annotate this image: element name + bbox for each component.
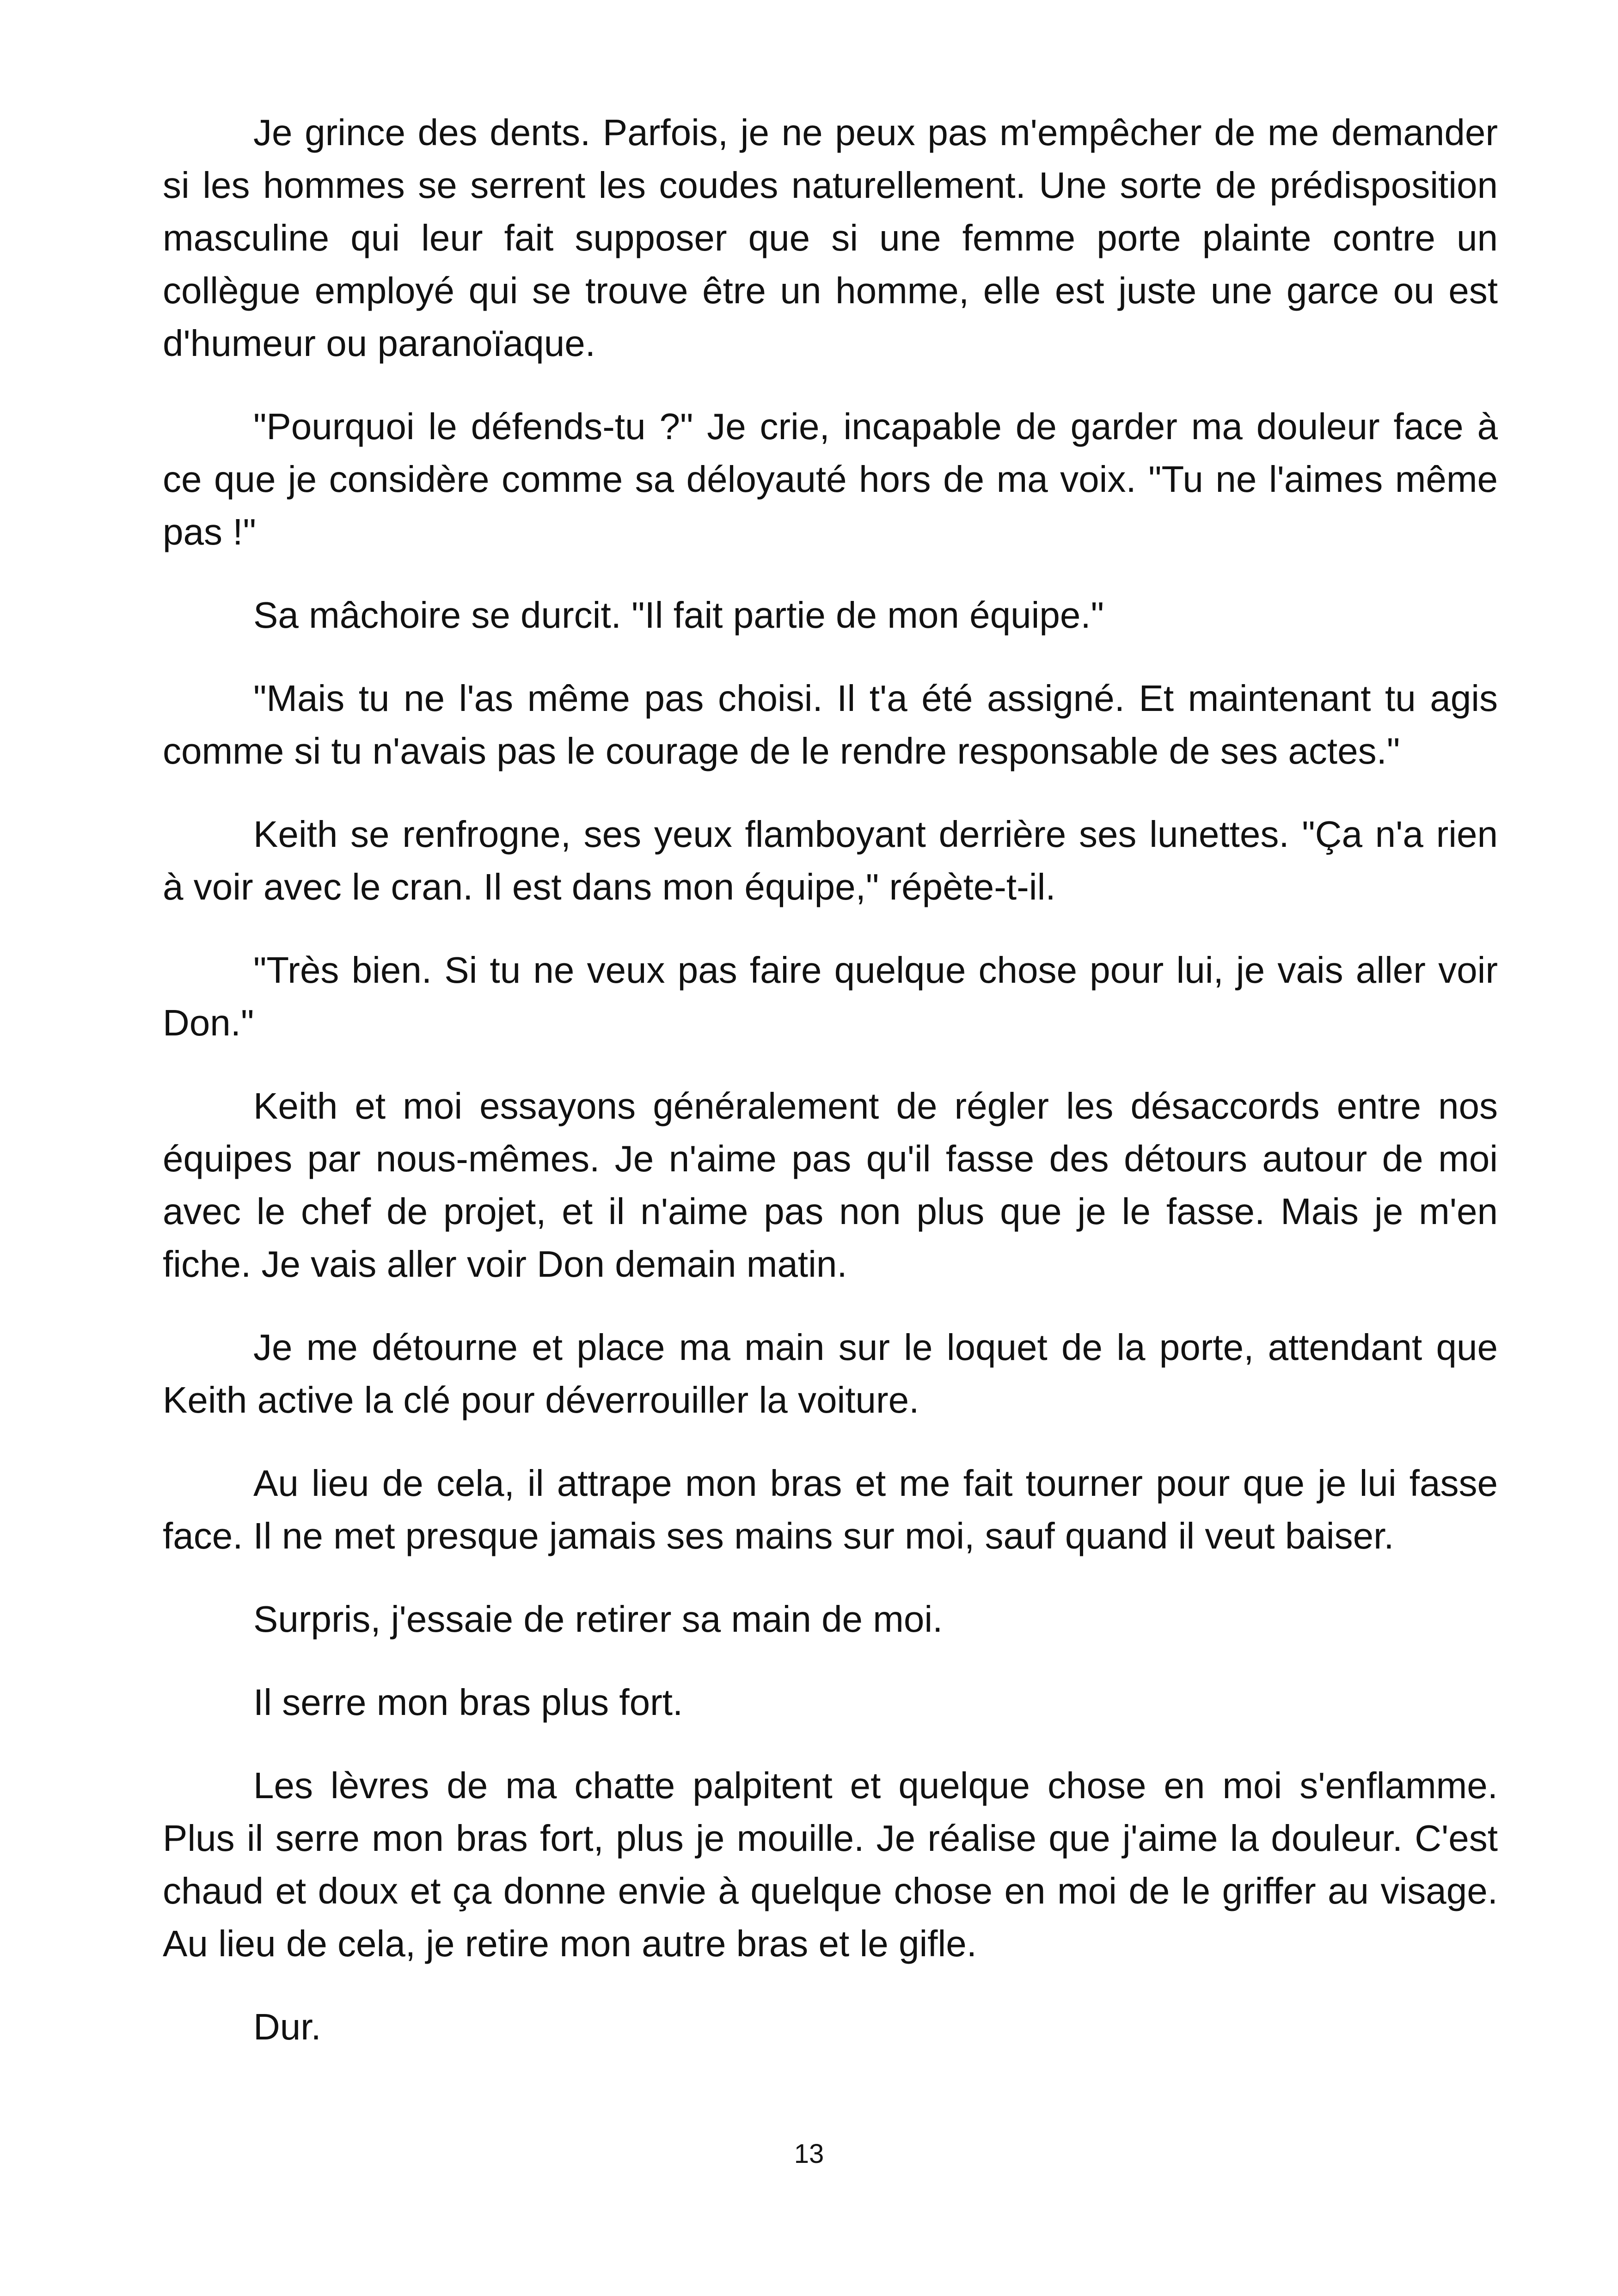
paragraph: "Très bien. Si tu ne veux pas faire quelque chose pour lui, je vais aller voir Don.": [163, 949, 1498, 1043]
paragraph: Sa mâchoire se durcit. "Il fait partie de mon équipe.": [253, 594, 1104, 636]
body-text: [163, 106, 1498, 2084]
paragraph: Il serre mon bras plus fort.: [253, 1682, 683, 1723]
paragraph: Les lèvres de ma chatte palpitent et quelque chose en moi s'enflamme. Plus il serre mon bras fort, plus je mouille. Je réalise que j'aime la douleur. C'est chaud et doux et ça donne envie à quelque chose en moi de le griffer au visage. Au lieu de cela, je retire mon autre bras et le gifle.: [163, 1765, 1498, 1964]
paragraph: Dur.: [253, 2006, 321, 2047]
paragraph: Keith et moi essayons généralement de régler les désaccords entre nos équipes par nous-mêmes. Je n'aime pas qu'il fasse des détours autour de moi avec le chef de projet, et il n'aime pas non plus que je le fasse. Mais je m'en fiche. Je vais aller voir Don demain matin.: [163, 1085, 1498, 1285]
paragraph: Keith se renfrogne, ses yeux flamboyant derrière ses lunettes. "Ça n'a rien à voir avec le cran. Il est dans mon équipe," répète-t-il.: [163, 814, 1498, 907]
paragraph: Je grince des dents. Parfois, je ne peux pas m'empêcher de me demander si les hommes se serrent les coudes naturellement. Une sorte de prédisposition masculine qui leur fait supposer que si une femme porte plainte contre un collègue employé qui se trouve être un homme, elle est juste une garce ou est d'humeur ou paranoïaque.: [163, 112, 1498, 364]
paragraph: Je me détourne et place ma main sur le loquet de la porte, attendant que Keith active la clé pour déverrouiller la voiture.: [163, 1327, 1498, 1420]
paragraph: "Pourquoi le défends-tu ?" Je crie, incapable de garder ma douleur face à ce que je considère comme sa déloyauté hors de ma voix. "Tu ne l'aimes même pas !": [163, 406, 1498, 552]
paragraph: Surpris, j'essaie de retirer sa main de moi.: [253, 1598, 943, 1640]
paragraph: "Mais tu ne l'as même pas choisi. Il t'a été assigné. Et maintenant tu agis comme si tu n'avais pas le courage de le rendre responsable de ses actes.": [163, 678, 1498, 771]
paragraph: Au lieu de cela, il attrape mon bras et me fait tourner pour que je lui fasse face. Il ne met presque jamais ses mains sur moi, sauf quand il veut baiser.: [163, 1463, 1498, 1556]
page-number: 13: [794, 2139, 824, 2169]
